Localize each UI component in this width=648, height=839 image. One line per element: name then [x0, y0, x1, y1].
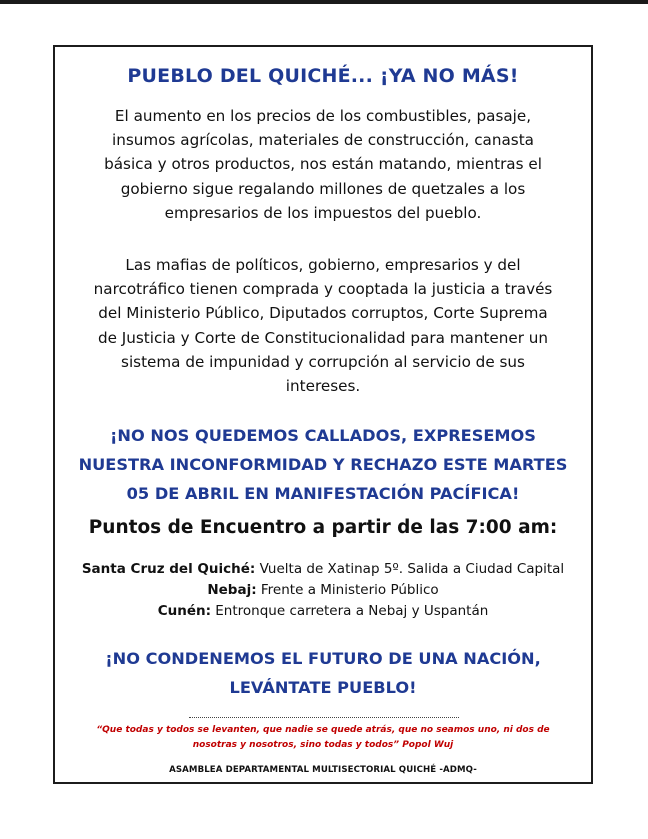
- paragraph-line: narcotráfico tienen comprada y cooptada la justicia a través: [93, 280, 553, 299]
- closing-line: ¡NO CONDENEMOS EL FUTURO DE UNA NACIÓN,: [105, 649, 541, 668]
- call-line: NUESTRA INCONFORMIDAD Y RECHAZO ESTE MARTES: [78, 455, 568, 474]
- quote-line: “Que todas y todos se levanten, que nadie se quede atrás, que no seamos uno, ni dos de: [96, 725, 550, 735]
- dotted-divider: [189, 717, 459, 718]
- location-detail: Vuelta de Xatinap 5º. Salida a Ciudad Capital: [255, 561, 565, 577]
- quote-line-2: [61, 738, 585, 753]
- paragraph-line: del Ministerio Público, Diputados corruptos, Corte Suprema: [98, 304, 548, 323]
- location-detail: Entronque carretera a Nebaj y Uspantán: [210, 603, 489, 619]
- closing-line: LEVÁNTATE PUEBLO!: [229, 678, 417, 697]
- paragraph-line: básica y otros productos, nos están matando, mientras el: [104, 155, 542, 174]
- paragraph-line: intereses.: [285, 377, 361, 396]
- closing-call: [55, 644, 591, 702]
- meeting-points-heading: Puntos de Encuentro a partir de las 7:00 am:: [88, 517, 558, 538]
- paragraph-prices: [63, 104, 583, 225]
- call-line: 05 DE ABRIL EN MANIFESTACIÓN PACÍFICA!: [126, 484, 520, 503]
- flyer-frame: [53, 45, 593, 784]
- paragraph-line: sistema de impunidad y corrupción al servicio de sus: [121, 352, 525, 371]
- meeting-points-list: [55, 559, 591, 622]
- location-santa-cruz: [55, 559, 591, 580]
- call-to-action: [55, 421, 591, 508]
- paragraph-mafias: [63, 253, 583, 398]
- paragraph-line: empresarios de los impuestos del pueblo.: [164, 203, 482, 222]
- quote-attribution: Popol Wuj: [399, 740, 454, 750]
- location-place: Santa Cruz del Quiché:: [81, 561, 256, 577]
- location-place: Nebaj:: [207, 582, 257, 598]
- footer-organization: ASAMBLEA DEPARTAMENTAL MULTISECTORIAL QUICHÉ -ADMQ-: [169, 765, 477, 775]
- call-line: ¡NO NOS QUEDEMOS CALLADOS, EXPRESEMOS: [110, 426, 536, 445]
- popol-wuj-quote: [61, 723, 585, 753]
- paragraph-line: El aumento en los precios de los combustibles, pasaje,: [114, 107, 532, 125]
- location-nebaj: [55, 580, 591, 601]
- paragraph-line: Las mafias de políticos, gobierno, empresarios y del: [125, 256, 521, 274]
- paragraph-line: gobierno sigue regalando millones de quetzales a los: [120, 179, 526, 198]
- quote-text: nosotras y nosotros, sino todas y todos”: [192, 740, 400, 750]
- location-cunen: [55, 601, 591, 622]
- location-detail: Frente a Ministerio Público: [256, 582, 439, 598]
- paragraph-line: de Justicia y Corte de Constitucionalidad para mantener un: [97, 328, 549, 347]
- paragraph-line: insumos agrícolas, materiales de construcción, canasta: [112, 131, 534, 150]
- top-edge-bar: [0, 0, 648, 4]
- flyer-title: PUEBLO DEL QUICHÉ... ¡YA NO MÁS!: [127, 65, 519, 87]
- location-place: Cunén:: [157, 603, 211, 619]
